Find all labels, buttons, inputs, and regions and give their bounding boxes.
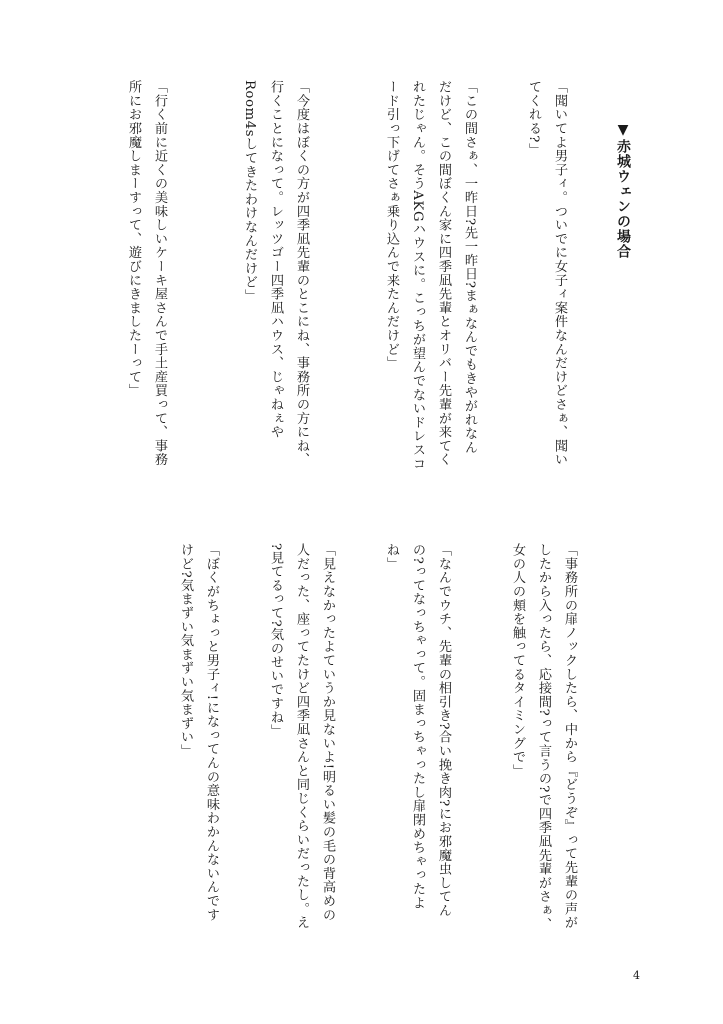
page-number: 4 (633, 969, 640, 982)
paragraph-bottom-2: 「なんでウチ、先輩の相引き?合い挽き肉?にお邪魔虫してん の?ってなっちゃって。固まっちゃったし扉閉めちゃったよ ね」 (384, 543, 451, 918)
paragraph-bottom-1: 「事務所の扉ノックしたら、中から『どうぞ』って先輩の声が したから入ったら、応接間?って言うの?で四季凪先輩がさぁ、 女の人の頬を触ってるタイミングで」 (510, 543, 577, 931)
paragraph-top-3: 「今度はぼくの方が四季凪先輩のとこにね、事務所の方にね、 行くことになって。レッツゴー四季凪ハウス、じゃねぇや Room4sしてきたわけなんだけど」 (242, 80, 309, 467)
paragraph-top-1: 「聞いてよ男子ィ。ついでに女子ィ案件なんだけどさぁ、聞い てくれる?」 (526, 80, 567, 467)
paragraph-top-4: 「行く前に近くの美味しいケーキ屋さんで手土産買って、事務 所にお邪魔しまーすって、遊びにきましたーって」 (126, 80, 167, 467)
paragraph-top-2: 「この間さぁ、一昨日?先一昨日?まぁなんでもきやがれなん だけど、この間ぼくん家に四季凪先輩とオリバー先輩が来てく れたじゃん。そうAKGハウスに。こっちが望んでないドレスコ ード引っ下げてさぁ乗り込んで来たんだけど」 (384, 80, 477, 471)
section-title: ▼赤城ウェンの場合 (615, 122, 631, 259)
paragraph-bottom-3: 「見えなかったよていうか見ないよ!明るい髪の毛の背高めの 人だった、座ってたけど四季凪さんと同じくらいだったし。え ?見てるって?気のせいですね」 (268, 543, 335, 930)
paragraph-bottom-4: 「ぼくがちょっと男子ィ!になってんの意味わかんないんです けど?気まずい気まずい気まずい」 (178, 543, 219, 922)
